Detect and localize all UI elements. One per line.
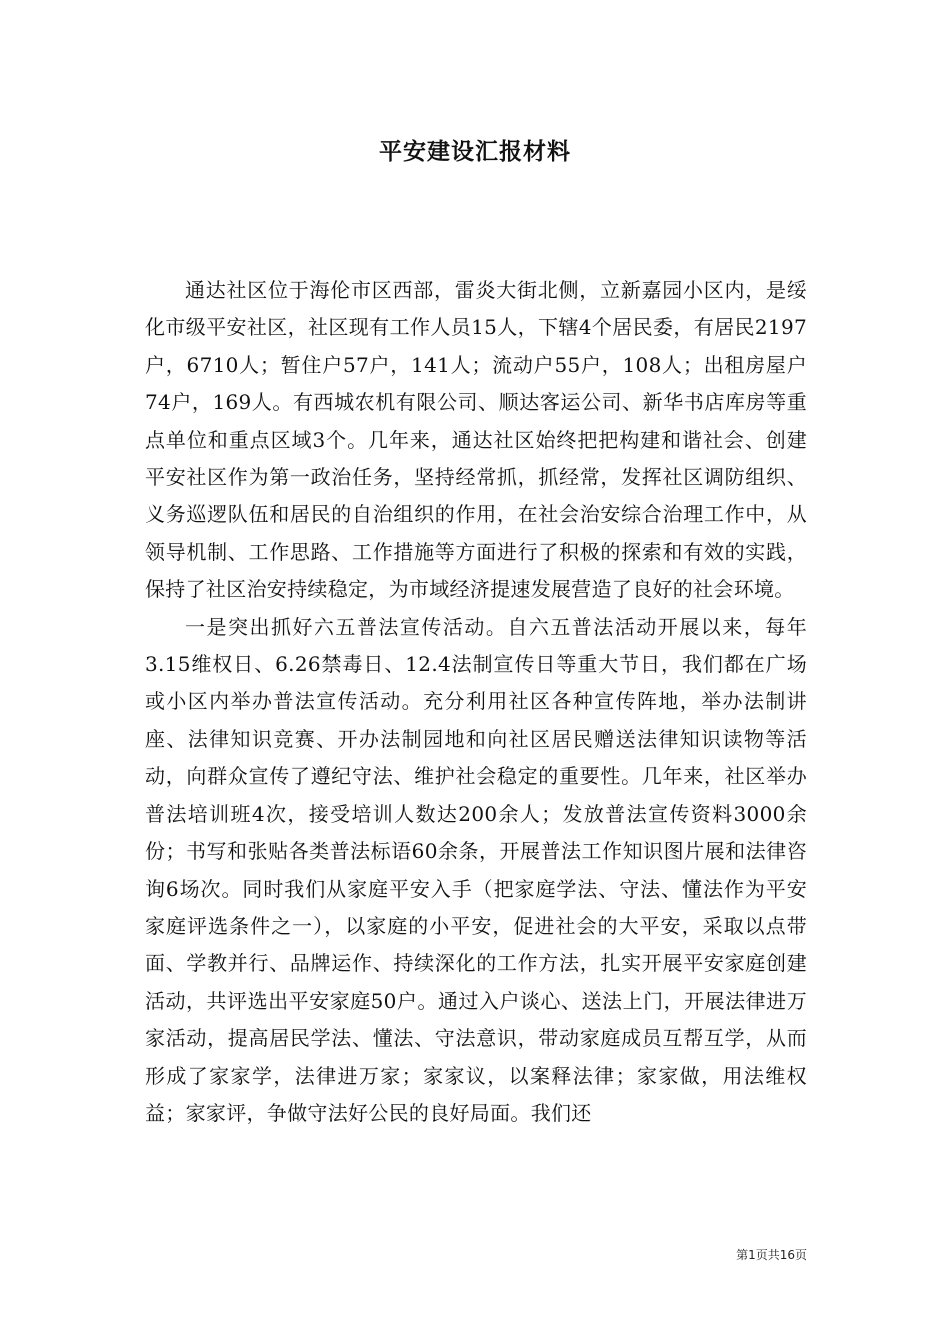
paragraph-intro: 通达社区位于海伦市区西部，雷炎大街北侧，立新嘉园小区内，是绥化市级平安社区，社区现有工作人员15人，下辖4个居民委，有居民2197户，6710人；暂住户57户，141人；流动户55户，108人；出租房屋户74户，169人。有西城农机有限公司、顺达客运公司、新华书店库房等重点单位和重点区域3个。几年来，通达社区始终把把构建和谐社会、创建平安社区作为第一政治任务，坚持经常抓，抓经常，发挥社区调防组织、义务巡逻队伍和居民的自治组织的作用，在社会治安综合治理工作中，从领导机制、工作思路、工作措施等方面进行了积极的探索和有效的实践，保持了社区治安持续稳定，为市域经济提速发展营造了良好的社会环境。 <box>145 278 807 602</box>
page-number: 第1页共16页 <box>736 1248 807 1262</box>
document-title: 平安建设汇报材料 <box>379 138 571 165</box>
paragraph-legal-education: 一是突出抓好六五普法宣传活动。自六五普法活动开展以来，每年3.15维权日、6.26禁毒日、12.4法制宣传日等重大节日，我们都在广场或小区内举办普法宣传活动。充分利用社区各种宣传阵地，举办法制讲座、法律知识竞赛、开办法制园地和向社区居民赠送法律知识读物等活动，向群众宣传了遵纪守法、维护社会稳定的重要性。几年来，社区举办普法培训班4次，接受培训人数达200余人；发放普法宣传资料3000余份；书写和张贴各类普法标语60余条，开展普法工作知识图片展和法律咨询6场次。同时我们从家庭平安入手（把家庭学法、守法、懂法作为平安家庭评选条件之一），以家庭的小平安，促进社会的大平安，采取以点带面、学教并行、品牌运作、持续深化的工作方法，扎实开展平安家庭创建活动，共评选出平安家庭50户。通过入户谈心、送法上门，开展法律进万家活动，提高居民学法、懂法、守法意识，带动家庭成员互帮互学，从而形成了家家学，法律进万家；家家议，以案释法律；家家做，用法维权益；家家评，争做守法好公民的良好局面。我们还 <box>145 614 807 1125</box>
document-body <box>145 272 807 1132</box>
